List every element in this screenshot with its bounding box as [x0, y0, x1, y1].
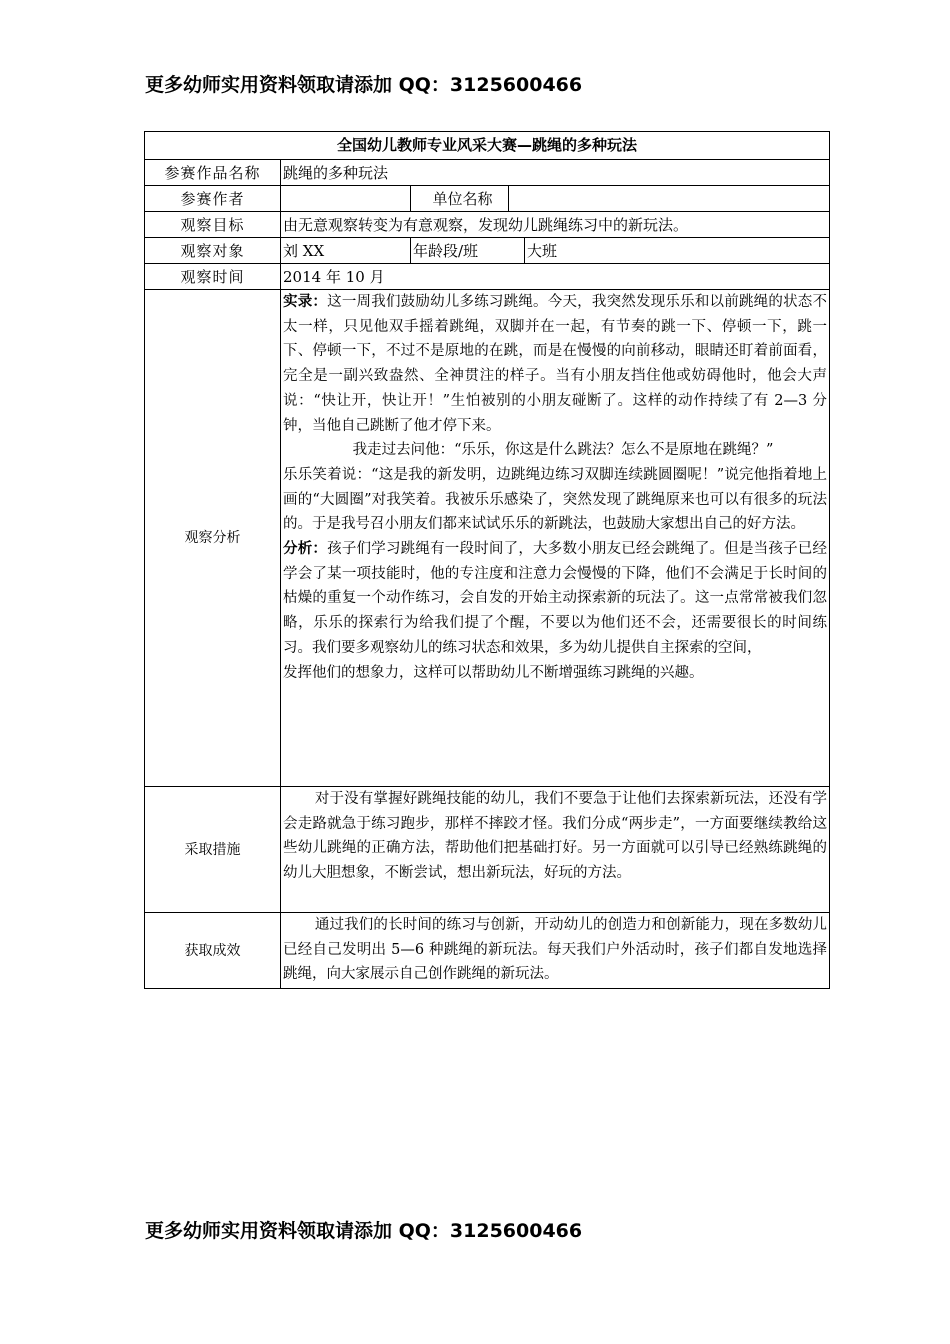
goal-value: 由无意观察转变为有意观察，发现幼儿跳绳练习中的新玩法。 — [283, 216, 689, 234]
record-paragraph — [283, 290, 827, 438]
observation-table — [144, 131, 830, 989]
author-row — [145, 185, 829, 211]
results-content — [281, 913, 829, 988]
results-label: 获取成效 — [145, 913, 281, 988]
work-name-row — [145, 159, 829, 185]
results-row — [145, 912, 829, 988]
record-heading: 实录： — [283, 294, 328, 310]
measures-row — [145, 786, 829, 912]
subject-label: 观察对象 — [145, 238, 281, 263]
work-name-label: 参赛作品名称 — [145, 160, 281, 185]
answer-paragraph: 乐乐笑着说：“这是我的新发明，边跳绳边练习双脚连续跳圆圈呢！”说完他指着地上画的“大圆圈”对我笑着。我被乐乐感染了，突然发现了跳绳原来也可以有很多的玩法的。于是我号召小朋友们都来试试乐乐的新跳法，也鼓励大家想出自己的好方法。 — [283, 466, 827, 533]
measures-content — [281, 787, 829, 912]
analysis-text: 孩子们学习跳绳有一段时间了，大多数小朋友已经会跳绳了。但是当孩子已经学会了某一项技能时，他的专注度和注意力会慢慢的下降，他们不会满足于长时间的枯燥的重复一个动作练习，会自发的开始主动探索新的玩法了。这一点常常被我们忽略，乐乐的探索行为给我们提了个醒，不要以为他们还不会，还需要很长的时间练习。我们要多观察幼儿的练习状态和效果，多为幼儿提供自主探索的空间， — [283, 541, 827, 656]
grade-label: 年龄段/班 — [411, 238, 525, 263]
results-text: 通过我们的长时间的练习与创新，开动幼儿的创造力和创新能力，现在多数幼儿已经自己发明出 5—6 种跳绳的新玩法。每天我们户外活动时，孩子们都自发地选择跳绳，向大家展示自己创作跳绳的新玩法。 — [283, 917, 827, 983]
analysis-paragraph — [283, 537, 827, 661]
record-text: 这一周我们鼓励幼儿多练习跳绳。今天，我突然发现乐乐和以前跳绳的状态不太一样，只见他双手摇着跳绳，双脚并在一起，有节奏的跳一下、停顿一下，跳一下、停顿一下，不过不是原地的在跳，而是在慢慢的向前移动，眼睛还盯着前面看，完全是一副兴致盎然、全神贯注的样子。当有小朋友挡住他或妨碍他时，他会大声说：“快让开，快让开！”生怕被别的小朋友碰断了。这样的动作持续了有 2—3 分钟，当他自己跳断了他才停下来。 — [283, 294, 827, 434]
analysis-heading: 分析： — [283, 541, 328, 558]
author-value — [281, 186, 411, 211]
subject-value: 刘 XX — [281, 238, 411, 263]
analysis-row — [145, 289, 829, 786]
goal-row — [145, 211, 829, 237]
analysis-content — [281, 290, 829, 786]
promo-header: 更多幼师实用资料领取请添加 QQ：3125600466 — [145, 74, 583, 96]
table-title: 全国幼儿教师专业风采大赛—跳绳的多种玩法 — [336, 136, 637, 154]
analysis-label: 观察分析 — [145, 290, 281, 786]
analysis-tail: 发挥他们的想象力，这样可以帮助幼儿不断增强练习跳绳的兴趣。 — [283, 664, 704, 681]
time-row — [145, 263, 829, 289]
grade-value: 大班 — [527, 242, 558, 260]
measures-label: 采取措施 — [145, 787, 281, 912]
goal-label: 观察目标 — [145, 212, 281, 237]
author-label: 参赛作者 — [145, 186, 281, 211]
time-value: 2014 年 10 月 — [283, 268, 385, 286]
time-label: 观察时间 — [145, 264, 281, 289]
table-title-row — [145, 132, 829, 159]
promo-footer: 更多幼师实用资料领取请添加 QQ：3125600466 — [145, 1220, 583, 1242]
question-paragraph: 我走过去问他：“乐乐，你这是什么跳法？怎么不是原地在跳绳？” — [352, 442, 774, 459]
work-name-value: 跳绳的多种玩法 — [283, 164, 389, 182]
unit-label: 单位名称 — [411, 186, 509, 211]
measures-text: 对于没有掌握好跳绳技能的幼儿，我们不要急于让他们去探索新玩法，还没有学会走路就急于练习跑步，那样不摔跤才怪。我们分成“两步走”，一方面要继续教给这些幼儿跳绳的正确方法，帮助他们把基础打好。另一方面就可以引导已经熟练跳绳的幼儿大胆想象，不断尝试，想出新玩法，好玩的方法。 — [283, 791, 827, 882]
unit-value — [509, 186, 829, 211]
subject-row — [145, 237, 829, 263]
